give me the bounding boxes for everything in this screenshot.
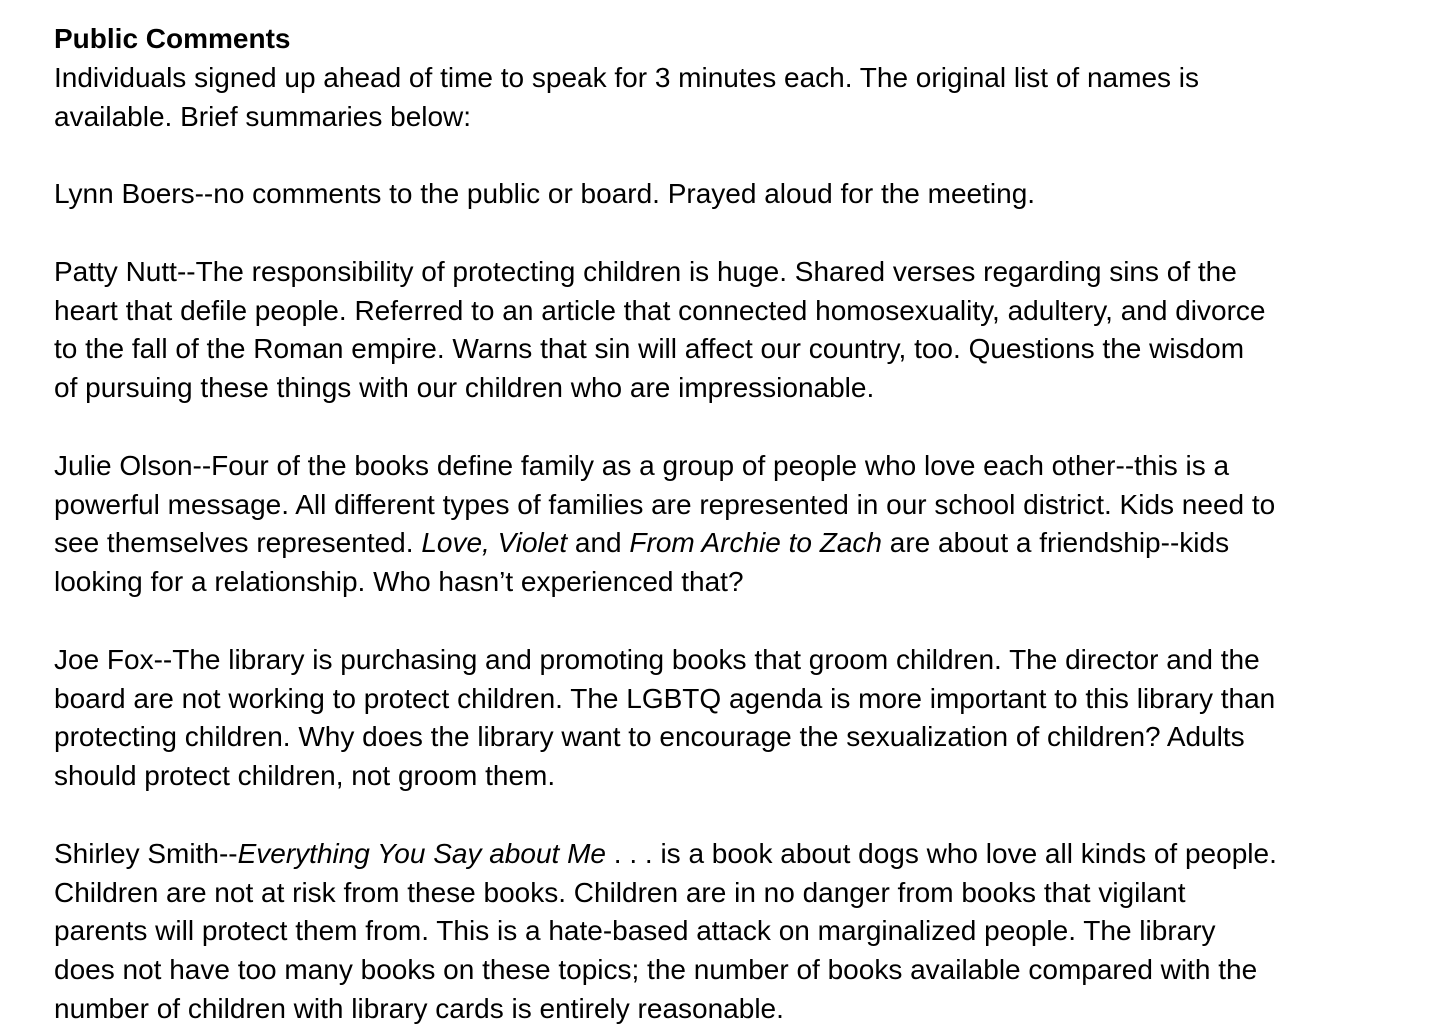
comment-line: powerful message. All different types of families are represented in our school district. Kids need to	[54, 488, 1276, 520]
comment-shirley-smith	[54, 835, 1354, 1029]
comment-line: protecting children. Why does the library want to encourage the sexualization of children? Adults	[54, 721, 1245, 753]
comment-line: should protect children, not groom them.	[54, 760, 556, 792]
comment-patty-nutt	[54, 253, 1354, 408]
book-title: Everything You Say about Me	[237, 837, 606, 869]
comment-line: does not have too many books on these topics; the number of books available compared with the	[54, 954, 1258, 986]
comment-line: heart that defile people. Referred to an article that connected homosexuality, adultery, and divorce	[54, 294, 1266, 326]
comment-text: Shirley Smith--	[54, 837, 238, 869]
comment-text: . . . is a book about dogs who love all kinds of people.	[605, 837, 1277, 869]
comment-line: Patty Nutt--The responsibility of protecting children is huge. Shared verses regarding sins of the	[54, 255, 1237, 287]
comment-line: of pursuing these things with our children who are impressionable.	[54, 372, 875, 404]
comment-line: parents will protect them from. This is a hate-based attack on marginalized people. The library	[54, 915, 1216, 947]
intro-line: Individuals signed up ahead of time to speak for 3 minutes each. The original list of names is	[54, 61, 1200, 93]
section-heading: Public Comments	[54, 23, 291, 54]
comment-line: Children are not at risk from these books. Children are in no danger from books that vigilant	[54, 876, 1186, 908]
comment-julie-olson	[54, 447, 1354, 602]
comment-line: Joe Fox--The library is purchasing and promoting books that groom children. The director and the	[54, 643, 1260, 675]
comment-text: are about a friendship--kids	[882, 527, 1230, 559]
intro-paragraph	[54, 59, 1354, 137]
comment-line: to the fall of the Roman empire. Warns that sin will affect our country, too. Questions the wisdom	[54, 333, 1245, 365]
intro-line: available. Brief summaries below:	[54, 100, 472, 132]
book-title: Love, Violet	[421, 527, 568, 559]
comment-lynn-boers	[54, 175, 1354, 214]
comment-text: see themselves represented.	[54, 527, 422, 559]
comment-joe-fox	[54, 641, 1354, 796]
comment-line: Julie Olson--Four of the books define family as a group of people who love each other--this is a	[54, 449, 1230, 481]
book-title: From Archie to Zach	[629, 527, 882, 559]
comment-line: Lynn Boers--no comments to the public or board. Prayed aloud for the meeting.	[54, 178, 1036, 210]
comment-line: looking for a relationship. Who hasn’t experienced that?	[54, 566, 744, 598]
comment-text: and	[567, 527, 630, 559]
comment-line: board are not working to protect children. The LGBTQ agenda is more important to this library than	[54, 682, 1276, 714]
comment-line: number of children with library cards is entirely reasonable.	[54, 992, 784, 1024]
